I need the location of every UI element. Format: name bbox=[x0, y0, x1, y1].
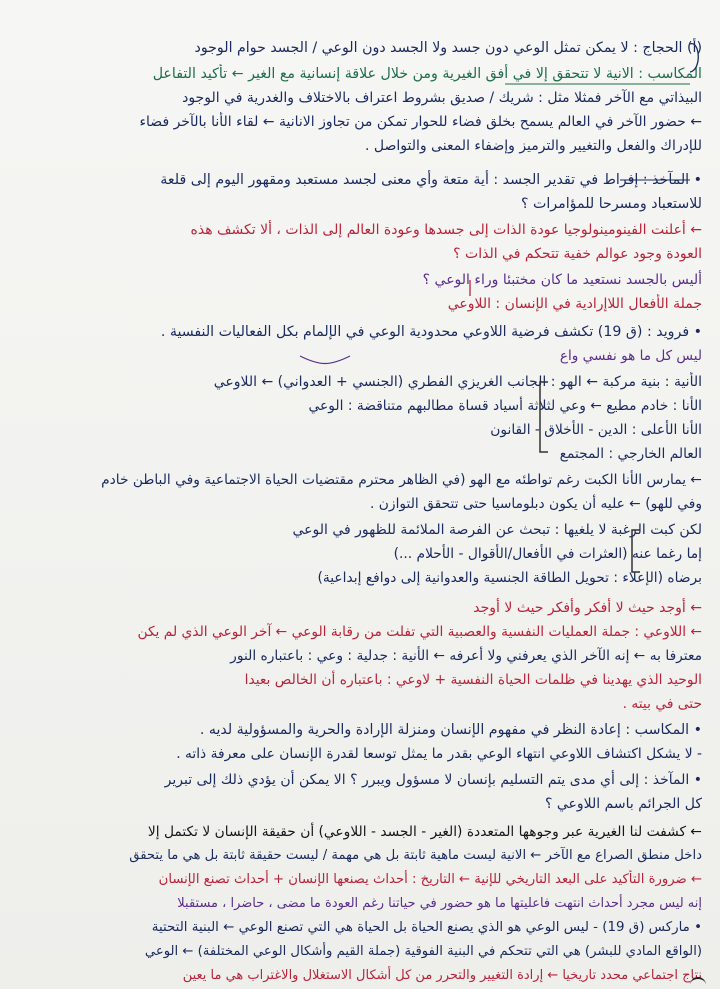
note-line: أليس بالجسد نستعيد ما كان مختبئا وراء الوعي ؟ bbox=[422, 272, 702, 288]
note-line: ليس كل ما هو نفسي واع bbox=[559, 348, 702, 364]
note-line: الأنا الأعلى : الدين - الأخلاق - القانون bbox=[490, 422, 702, 438]
note-line: • المآخذ : إفراط في تقدير الجسد : أية متعة وأي معنى لجسد مستعبد ومقهور اليوم إلى قلعة bbox=[160, 172, 702, 188]
note-line: ← يمارس الأنا الكبت رغم تواطئه مع الهو (في الظاهر محترم مقتضيات الحياة الاجتماعية وفي الباطن خادم bbox=[101, 472, 702, 488]
note-line: • فرويد : (ق 19) تكشف فرضية اللاوعي محدودية الوعي في الإلمام بكل الفعاليات النفسية . bbox=[160, 324, 702, 340]
note-line: برضاه (الإعلاء : تحويل الطاقة الجنسية والعدوانية إلى دوافع إبداعية) bbox=[317, 570, 702, 586]
note-line: ← اللاوعي : جملة العمليات النفسية والعصبية التي تفلت من رقابة الوعي ← آخر الوعي الذي لم يكن bbox=[137, 624, 702, 640]
title-loop bbox=[690, 44, 698, 72]
outcome-bracket bbox=[632, 530, 640, 572]
note-line: (أ) الحجاج : لا يمكن تمثل الوعي دون جسد ولا الجسد دون الوعي / الجسد حوام الوجود bbox=[194, 40, 702, 56]
note-line: ← حضور الآخر في العالم يسمح بخلق فضاء للحوار تمكن من تجاوز الانانية ← لقاء الأنا بالآخر فضاء bbox=[139, 114, 702, 130]
note-line: العودة وجود عوالم خفية تتحكم في الذات ؟ bbox=[453, 246, 702, 262]
note-line: نتاج اجتماعي محدد تاريخيا ← إرادة التغيير والتحرر من كل أشكال الاستغلال والاغتراب هي ما يعين bbox=[182, 968, 702, 983]
note-line: الأنا : خادم مطيع ← وعي لثلاثة أسياد قساة مطالبهم متناقضة : الوعي bbox=[308, 398, 702, 414]
structure-bracket bbox=[540, 382, 548, 452]
page-corner-mark bbox=[690, 977, 706, 987]
note-line: ← أوجد حيث لا أفكر وأفكر حيث لا أوجد bbox=[473, 600, 702, 616]
note-line: إما رغما عنه (العثرات في الأفعال/الأقوال - الأحلام ...) bbox=[393, 546, 702, 562]
note-line: الوحيد الذي يهدينا في ظلمات الحياة النفسية + لاوعي : باعتباره أن الخالص بعيدا bbox=[244, 672, 702, 688]
note-line: داخل منطق الصراع مع الآخر ← الانية ليست ماهية ثابتة بل هي مهمة / ليست حقيقة ثابتة بل هي ما يتحقق bbox=[129, 848, 702, 863]
note-line: وفي للهو) ← عليه أن يكون دبلوماسيا حتى تتحقق التوازن . bbox=[370, 496, 702, 512]
note-line: ← كشفت لنا الغيرية عبر وجوهها المتعددة (الغير - الجسد - اللاوعي) أن حقيقة الإنسان لا تكتمل إلا bbox=[147, 824, 702, 840]
note-line: لكن كبت الرغبة لا يلغيها : تبحث عن الفرصة الملائمة للظهور في الوعي bbox=[292, 522, 702, 538]
note-line: (الواقع المادي للبشر) هي التي تتحكم في البنية الفوقية (جملة القيم وأشكال الوعي المختلفة) ← الوعي bbox=[144, 944, 702, 959]
note-line: حتى في بيته . bbox=[622, 696, 702, 712]
note-line: البيذاتي مع الآخر فمثلا مثل : شريك / صديق بشروط اعتراف بالاختلاف والغدرية في الوجود bbox=[182, 90, 702, 106]
note-line: معترفا به ← إنه الآخر الذي يعرفني ولا أعرفه ← الأنية : جدلية : وعي : باعتباره النور bbox=[230, 648, 702, 664]
note-line: ← ضرورة التأكيد على البعد التاريخي للإنية ← التاريخ : أحداث يصنعها الإنسان + أحداث تصنع الإنسان bbox=[158, 872, 702, 887]
note-line: إنه ليس مجرد أحداث انتهت فاعليتها ما هو حضور في حياتنا رغم العودة ما مضى ، حاضرا ، مستقبلا bbox=[177, 896, 702, 911]
note-line: العالم الخارجي : المجتمع bbox=[559, 446, 702, 462]
freud-curve bbox=[300, 356, 350, 364]
note-line: • المآخذ : إلى أي مدى يتم التسليم بإنسان لا مسؤول ويبرر ؟ الا يمكن أن يؤدي ذلك إلى تبرير bbox=[164, 772, 702, 788]
note-line: كل الجرائم باسم اللاوعي ؟ bbox=[544, 796, 702, 812]
note-line: ← أعلنت الفينومينولوجيا عودة الذات إلى جسدها وعودة العالم إلى الذات ، ألا تكشف هذه bbox=[190, 222, 702, 238]
note-line: • ماركس (ق 19) - ليس الوعي هو الذي يصنع الحياة بل الحياة هي التي تصنع الوعي ← البنية التحتية bbox=[151, 920, 702, 935]
note-line: الأنية : بنية مركبة ← الهو : الجانب الغريزي الفطري (الجنسي + العدواني) ← اللاوعي bbox=[213, 374, 702, 390]
note-line: للاستعباد ومسرحا للمؤامرات ؟ bbox=[520, 196, 702, 212]
note-line: • المكاسب : إعادة النظر في مفهوم الإنسان ومنزلة الإرادة والحرية والمسؤولية لديه . bbox=[199, 722, 702, 738]
note-line: المكاسب : الانية لا تتحقق إلا في أفق الغيرية ومن خلال علاقة إنسانية مع الغير ← تأكيد التفاعل bbox=[152, 66, 702, 82]
note-line: للإدراك والفعل والتغيير والترميز وإضفاء المعنى والتواصل . bbox=[364, 138, 702, 154]
note-line: - لا يشكل اكتشاف اللاوعي انتهاء الوعي بقدر ما يمثل توسعا لقدرة الإنسان على معرفة ذاته . bbox=[176, 746, 702, 762]
note-line: جملة الأفعال اللاإرادية في الإنسان : اللاوعي bbox=[447, 296, 702, 312]
